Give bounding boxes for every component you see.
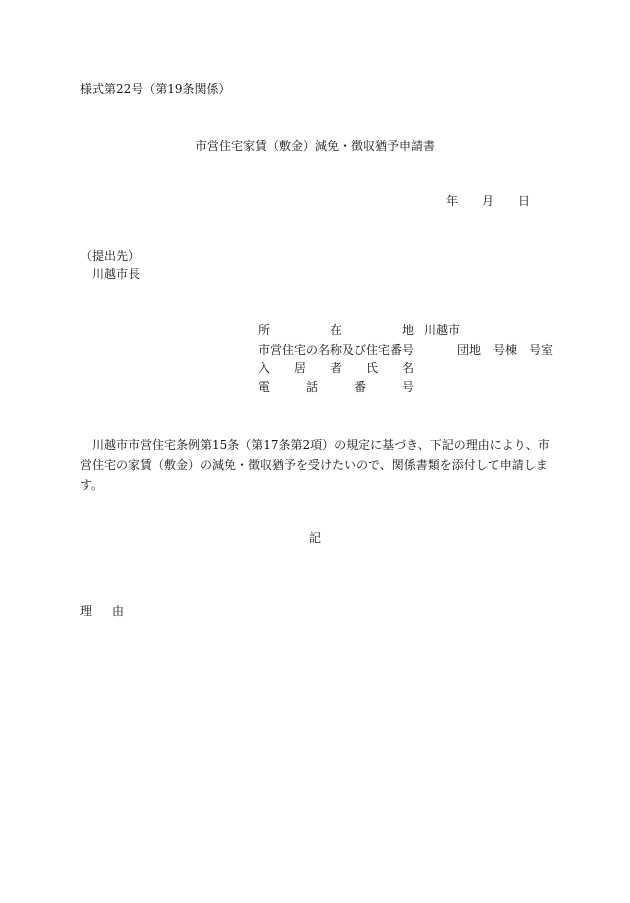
form-number: 様式第22号（第19条関係）	[80, 82, 231, 96]
form-title: 市営住宅家賃（敷金）減免・徴収猶予申請書	[194, 139, 435, 153]
reason-label: 理 由	[80, 604, 124, 618]
date-year-label: 年	[446, 194, 459, 208]
submit-to-label: （提出先）	[80, 249, 141, 263]
phone-number-label: 電 話 番 号	[258, 380, 414, 394]
application-statement: 川越市市営住宅条例第15条（第17条第2項）の規定に基づき、下記の理由により、市営住宅の家賃（敷金）の減免・徴収猶予を受けたいので、関係書類を添付して申請します。	[80, 438, 550, 492]
ki-heading: 記	[308, 531, 321, 545]
address-value: 川越市	[424, 323, 461, 337]
address-label: 所 在 地	[258, 323, 414, 337]
housing-estate-unit: 団地	[457, 343, 482, 357]
housing-building-unit: 号棟	[493, 343, 518, 357]
date-month-label: 月	[482, 194, 495, 208]
housing-room-unit: 号室	[529, 343, 554, 357]
resident-name-label: 入 居 者 氏 名	[258, 361, 414, 375]
date-day-label: 日	[518, 194, 531, 208]
submit-to-name: 川越市長	[92, 267, 141, 281]
housing-label: 市営住宅の名称及び住宅番号	[258, 343, 415, 357]
